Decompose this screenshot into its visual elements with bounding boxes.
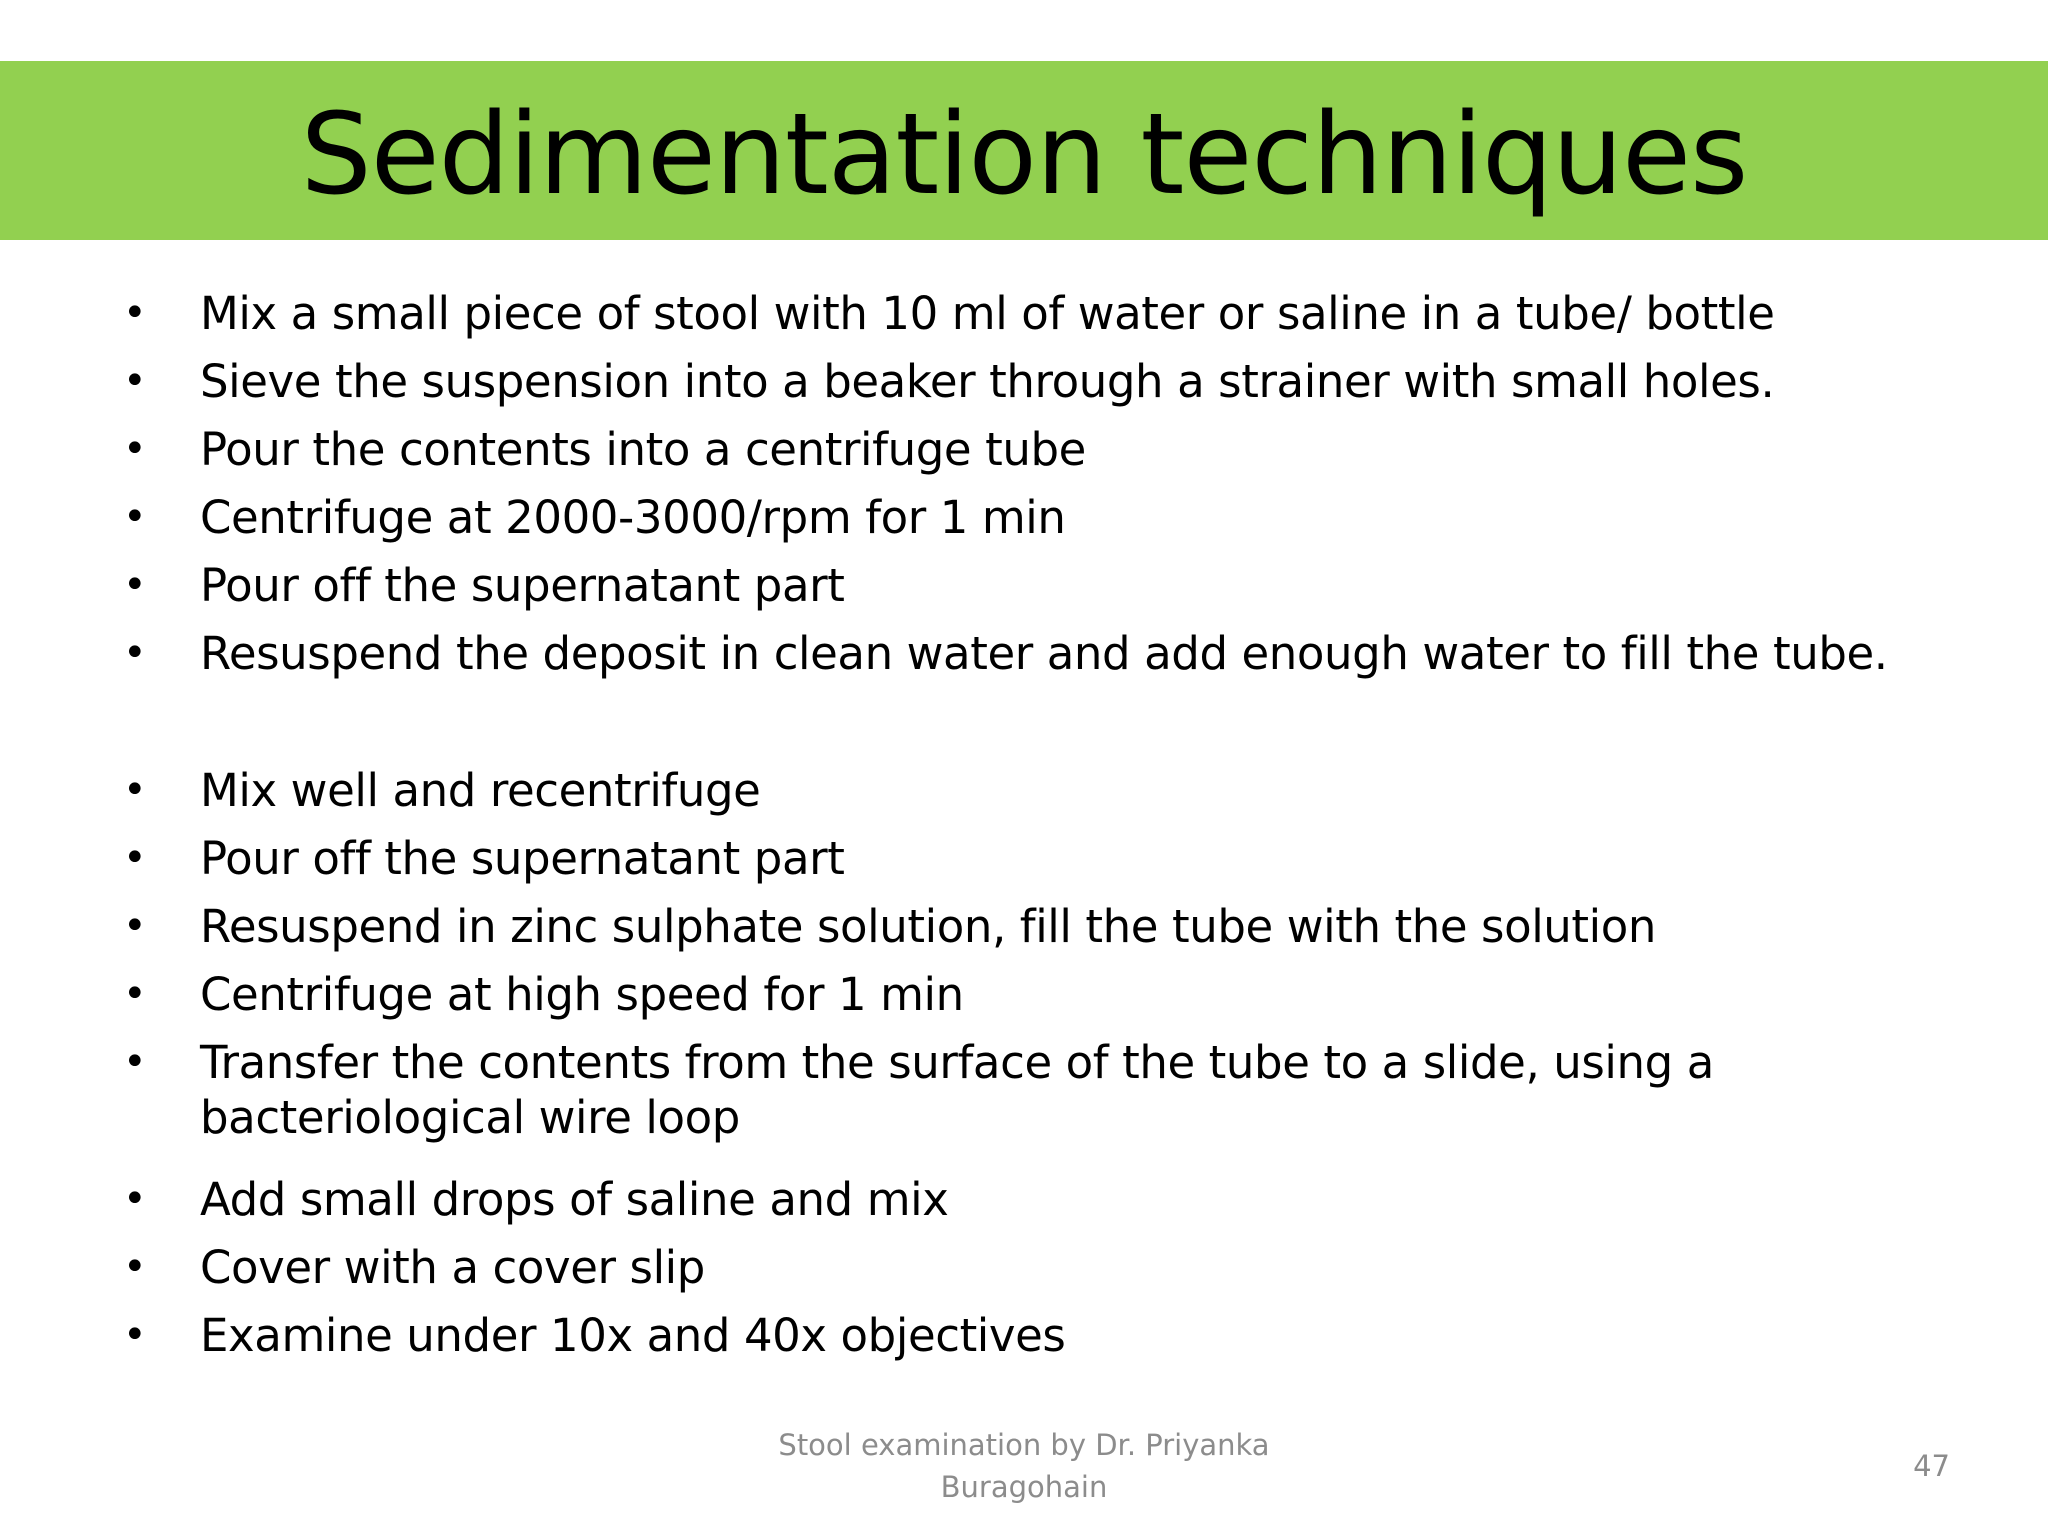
bullet-text: Cover with a cover slip xyxy=(200,1241,705,1294)
bullet-dot-icon: • xyxy=(123,1312,147,1358)
bullet-text: Mix a small piece of stool with 10 ml of water or saline in a tube/ bottle xyxy=(200,287,1775,340)
bullet-dot-icon: • xyxy=(123,767,147,813)
bullet-text: Pour off the supernatant part xyxy=(200,559,845,612)
bullet-item xyxy=(0,286,2048,354)
footer-line-surname: Buragohain xyxy=(940,1470,1108,1504)
bullet-text: Centrifuge at high speed for 1 min xyxy=(200,968,964,1021)
bullet-item xyxy=(0,899,2048,967)
bullet-item xyxy=(0,1308,2048,1376)
bullet-text: Centrifuge at 2000-3000/rpm for 1 min xyxy=(200,491,1066,544)
bullet-dot-icon: • xyxy=(123,290,147,336)
bullet-item xyxy=(0,1172,2048,1240)
bullet-dot-icon: • xyxy=(123,494,147,540)
bullet-dot-icon: • xyxy=(123,1244,147,1290)
slide-title: Sedimentation techniques xyxy=(300,89,1748,220)
bullet-text: Examine under 10x and 40x objectives xyxy=(200,1309,1066,1362)
bullet-text: Add small drops of saline and mix xyxy=(200,1173,949,1226)
bullet-item xyxy=(0,626,2048,749)
bullet-text: Mix well and recentrifuge xyxy=(200,764,761,817)
bullet-dot-icon: • xyxy=(123,903,147,949)
page-number: 47 xyxy=(1913,1449,1950,1483)
bullet-item xyxy=(0,558,2048,626)
bullet-item xyxy=(0,831,2048,899)
bullet-text: Resuspend the deposit in clean water and add enough water to fill the tube. xyxy=(200,627,1888,680)
bullet-dot-icon: • xyxy=(123,835,147,881)
bullet-dot-icon: • xyxy=(123,426,147,472)
bullet-dot-icon: • xyxy=(123,630,147,676)
bullet-item xyxy=(0,490,2048,558)
bullet-item xyxy=(0,1240,2048,1308)
bullet-text: Pour off the supernatant part xyxy=(200,832,845,885)
bullet-dot-icon: • xyxy=(123,1176,147,1222)
footer-line-author: Stool examination by Dr. Priyanka xyxy=(778,1428,1270,1462)
bullet-item xyxy=(0,354,2048,422)
bullet-list xyxy=(0,286,2048,1376)
bullet-item xyxy=(0,1035,2048,1158)
bullet-text: Sieve the suspension into a beaker through a strainer with small holes. xyxy=(200,355,1775,408)
bullet-text: Resuspend in zinc sulphate solution, fill the tube with the solution xyxy=(200,900,1657,953)
bullet-dot-icon: • xyxy=(123,1039,147,1085)
bullet-item xyxy=(0,967,2048,1035)
bullet-text: Transfer the contents from the surface of the tube to a slide, using a bacteriological wire loop xyxy=(200,1036,1714,1144)
bullet-item xyxy=(0,763,2048,831)
bullet-item xyxy=(0,422,2048,490)
slide-footer xyxy=(774,1424,1274,1508)
bullet-dot-icon: • xyxy=(123,971,147,1017)
bullet-dot-icon: • xyxy=(123,562,147,608)
title-bar xyxy=(0,61,2048,240)
bullet-text: Pour the contents into a centrifuge tube xyxy=(200,423,1086,476)
bullet-dot-icon: • xyxy=(123,358,147,404)
